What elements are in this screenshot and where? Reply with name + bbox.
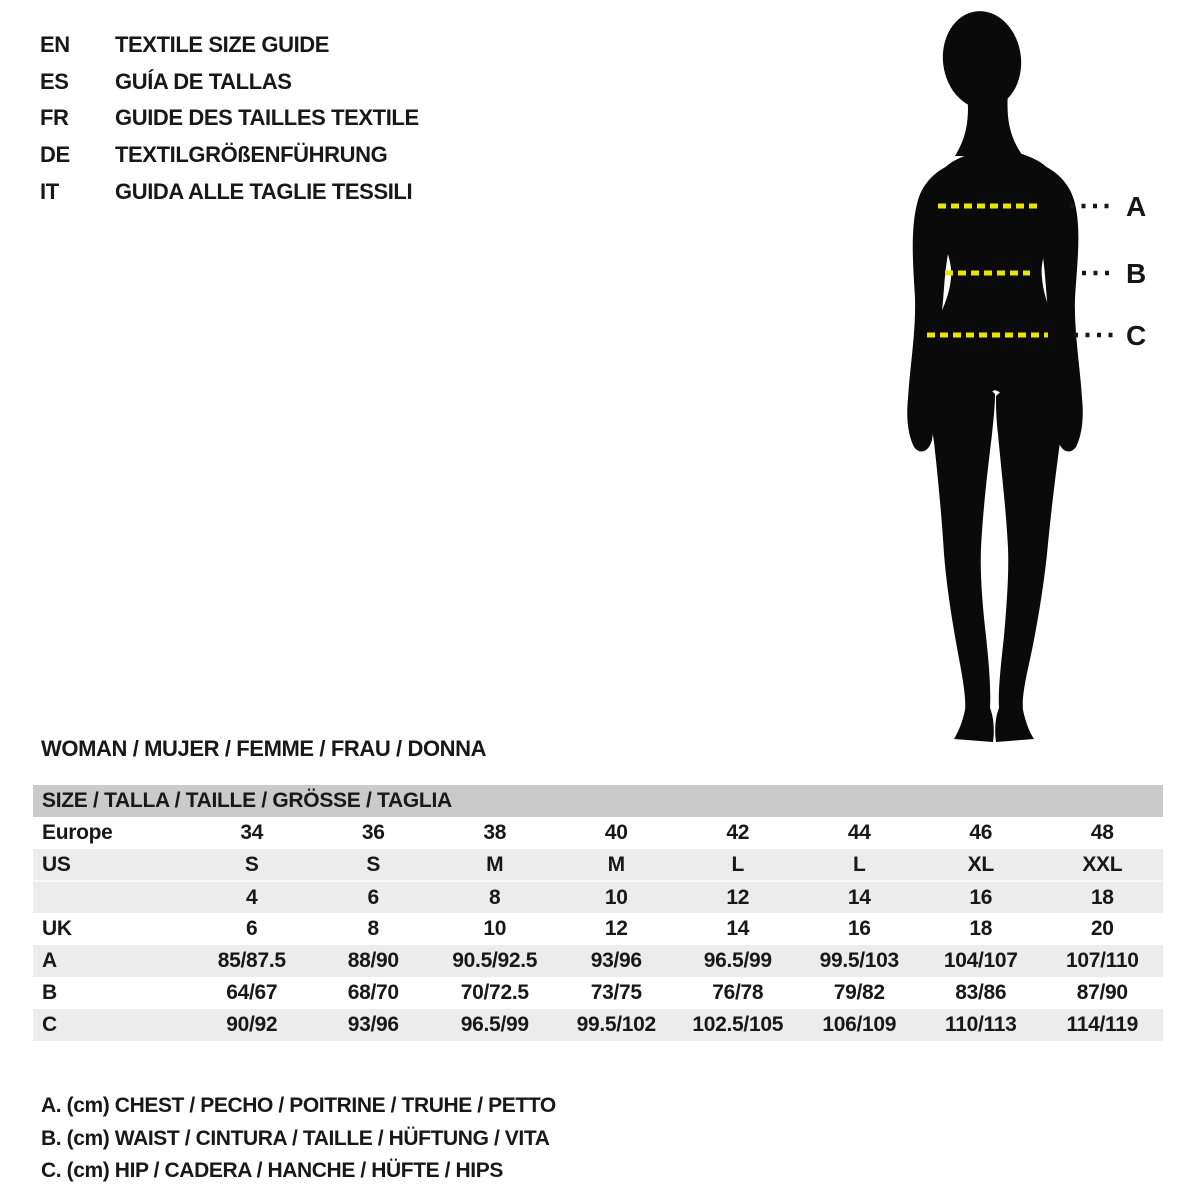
language-row-fr <box>40 100 419 137</box>
cell: 93/96 <box>590 949 642 972</box>
row-label <box>33 881 191 913</box>
cell: 16 <box>920 881 1042 913</box>
guide-title-it: GUIDA ALLE TAGLIE TESSILI <box>115 178 413 204</box>
section-heading: WOMAN / MUJER / FEMME / FRAU / DONNA <box>41 736 487 761</box>
cell: 42 <box>726 821 750 844</box>
cell: 79/82 <box>833 981 885 1004</box>
language-row-it <box>40 173 419 210</box>
cell: 76/78 <box>712 981 764 1004</box>
cell: 14 <box>726 917 750 940</box>
body-shapes <box>907 7 1083 742</box>
row-label: B <box>42 981 57 1004</box>
cell: 18 <box>1042 881 1164 913</box>
table-row-us <box>33 849 1163 881</box>
cell: 34 <box>240 821 264 844</box>
row-label: A <box>42 949 57 972</box>
cell: 20 <box>1090 917 1114 940</box>
legend-line-waist: B. (cm) WAIST / CINTURA / TAILLE / HÜFTUNG / VITA <box>41 1126 550 1150</box>
cell: 96.5/99 <box>703 949 772 972</box>
cell: S <box>244 852 259 876</box>
language-row-en <box>40 27 419 64</box>
measurement-figure <box>860 2 1160 747</box>
cell: 38 <box>483 821 507 844</box>
cell: 90.5/92.5 <box>452 949 538 972</box>
table-row-uk <box>33 913 1163 945</box>
cell: XXL <box>1082 852 1123 876</box>
cell: S <box>366 852 381 876</box>
cell: 99.5/102 <box>576 1013 656 1036</box>
cell: 104/107 <box>943 949 1018 972</box>
language-row-es <box>40 64 419 101</box>
language-row-de <box>40 137 419 174</box>
table-row-waist-b <box>33 977 1163 1009</box>
cell: 12 <box>677 881 799 913</box>
cell: 14 <box>799 881 921 913</box>
cell: 10 <box>483 917 507 940</box>
marker-b-label: B <box>1126 258 1147 289</box>
cell: 99.5/103 <box>819 949 899 972</box>
guide-title-en: TEXTILE SIZE GUIDE <box>115 32 330 58</box>
cell: 87/90 <box>1076 981 1128 1004</box>
cell: 68/70 <box>347 981 399 1004</box>
row-label: C <box>42 1013 57 1036</box>
cell: XL <box>967 852 994 876</box>
row-label: Europe <box>42 821 113 844</box>
guide-title-es: GUÍA DE TALLAS <box>115 68 292 94</box>
row-label: US <box>42 852 71 876</box>
cell: 12 <box>604 917 628 940</box>
cell: M <box>607 852 625 876</box>
cell: M <box>486 852 504 876</box>
marker-c-label: C <box>1126 320 1147 351</box>
table-header-label: SIZE / TALLA / TAILLE / GRÖSSE / TAGLIA <box>33 785 1163 817</box>
guide-title-fr: GUIDE DES TAILLES TEXTILE <box>115 105 419 131</box>
woman-silhouette <box>860 2 1160 747</box>
language-code: IT <box>40 178 59 204</box>
guide-title-de: TEXTILGRÖßENFÜHRUNG <box>115 142 388 168</box>
cell: 8 <box>434 881 556 913</box>
table-row-chest-a <box>33 945 1163 977</box>
language-code: EN <box>40 32 70 58</box>
cell: 107/110 <box>1065 949 1139 972</box>
cell: 110/113 <box>945 1013 1017 1036</box>
left-leg-shape <box>927 332 995 742</box>
cell: 18 <box>969 917 993 940</box>
table-row-us-numeric <box>33 881 1163 913</box>
cell: 73/75 <box>590 981 642 1004</box>
cell: 70/72.5 <box>460 981 529 1004</box>
cell: 4 <box>191 881 313 913</box>
cell: 6 <box>246 917 258 940</box>
marker-a-label: A <box>1126 191 1147 222</box>
cell: 96.5/99 <box>460 1013 529 1036</box>
language-code: ES <box>40 68 69 94</box>
cell: 64/67 <box>226 981 278 1004</box>
row-label: UK <box>42 917 72 940</box>
cell: 16 <box>847 917 871 940</box>
cell: 85/87.5 <box>217 949 286 972</box>
cell: L <box>731 852 745 876</box>
language-code: DE <box>40 142 70 168</box>
right-leg-shape <box>995 332 1067 742</box>
cell: 10 <box>556 881 678 913</box>
cell: 36 <box>361 821 385 844</box>
table-row-europe <box>33 817 1163 849</box>
cell: 102.5/105 <box>692 1013 784 1036</box>
legend-line-hip: C. (cm) HIP / CADERA / HANCHE / HÜFTE / HIPS <box>41 1159 503 1183</box>
cell: 44 <box>847 821 871 844</box>
cell: 48 <box>1090 821 1114 844</box>
cell: L <box>852 852 866 876</box>
cell: 90/92 <box>226 1013 278 1036</box>
legend-line-chest: A. (cm) CHEST / PECHO / POITRINE / TRUHE / PETTO <box>41 1094 556 1118</box>
size-table <box>33 785 1163 1041</box>
measurement-legend <box>41 1090 556 1188</box>
table-header-row <box>33 785 1163 817</box>
cell: 6 <box>313 881 435 913</box>
cell: 46 <box>969 821 993 844</box>
cell: 114/119 <box>1066 1013 1139 1036</box>
cell: 40 <box>604 821 628 844</box>
cell: 88/90 <box>347 949 399 972</box>
cell: 93/96 <box>347 1013 399 1036</box>
language-title-list <box>40 27 419 210</box>
cell: 83/86 <box>955 981 1007 1004</box>
cell: 106/109 <box>822 1013 897 1036</box>
cell: 8 <box>367 917 379 940</box>
language-code: FR <box>40 105 69 131</box>
table-row-hip-c <box>33 1009 1163 1041</box>
